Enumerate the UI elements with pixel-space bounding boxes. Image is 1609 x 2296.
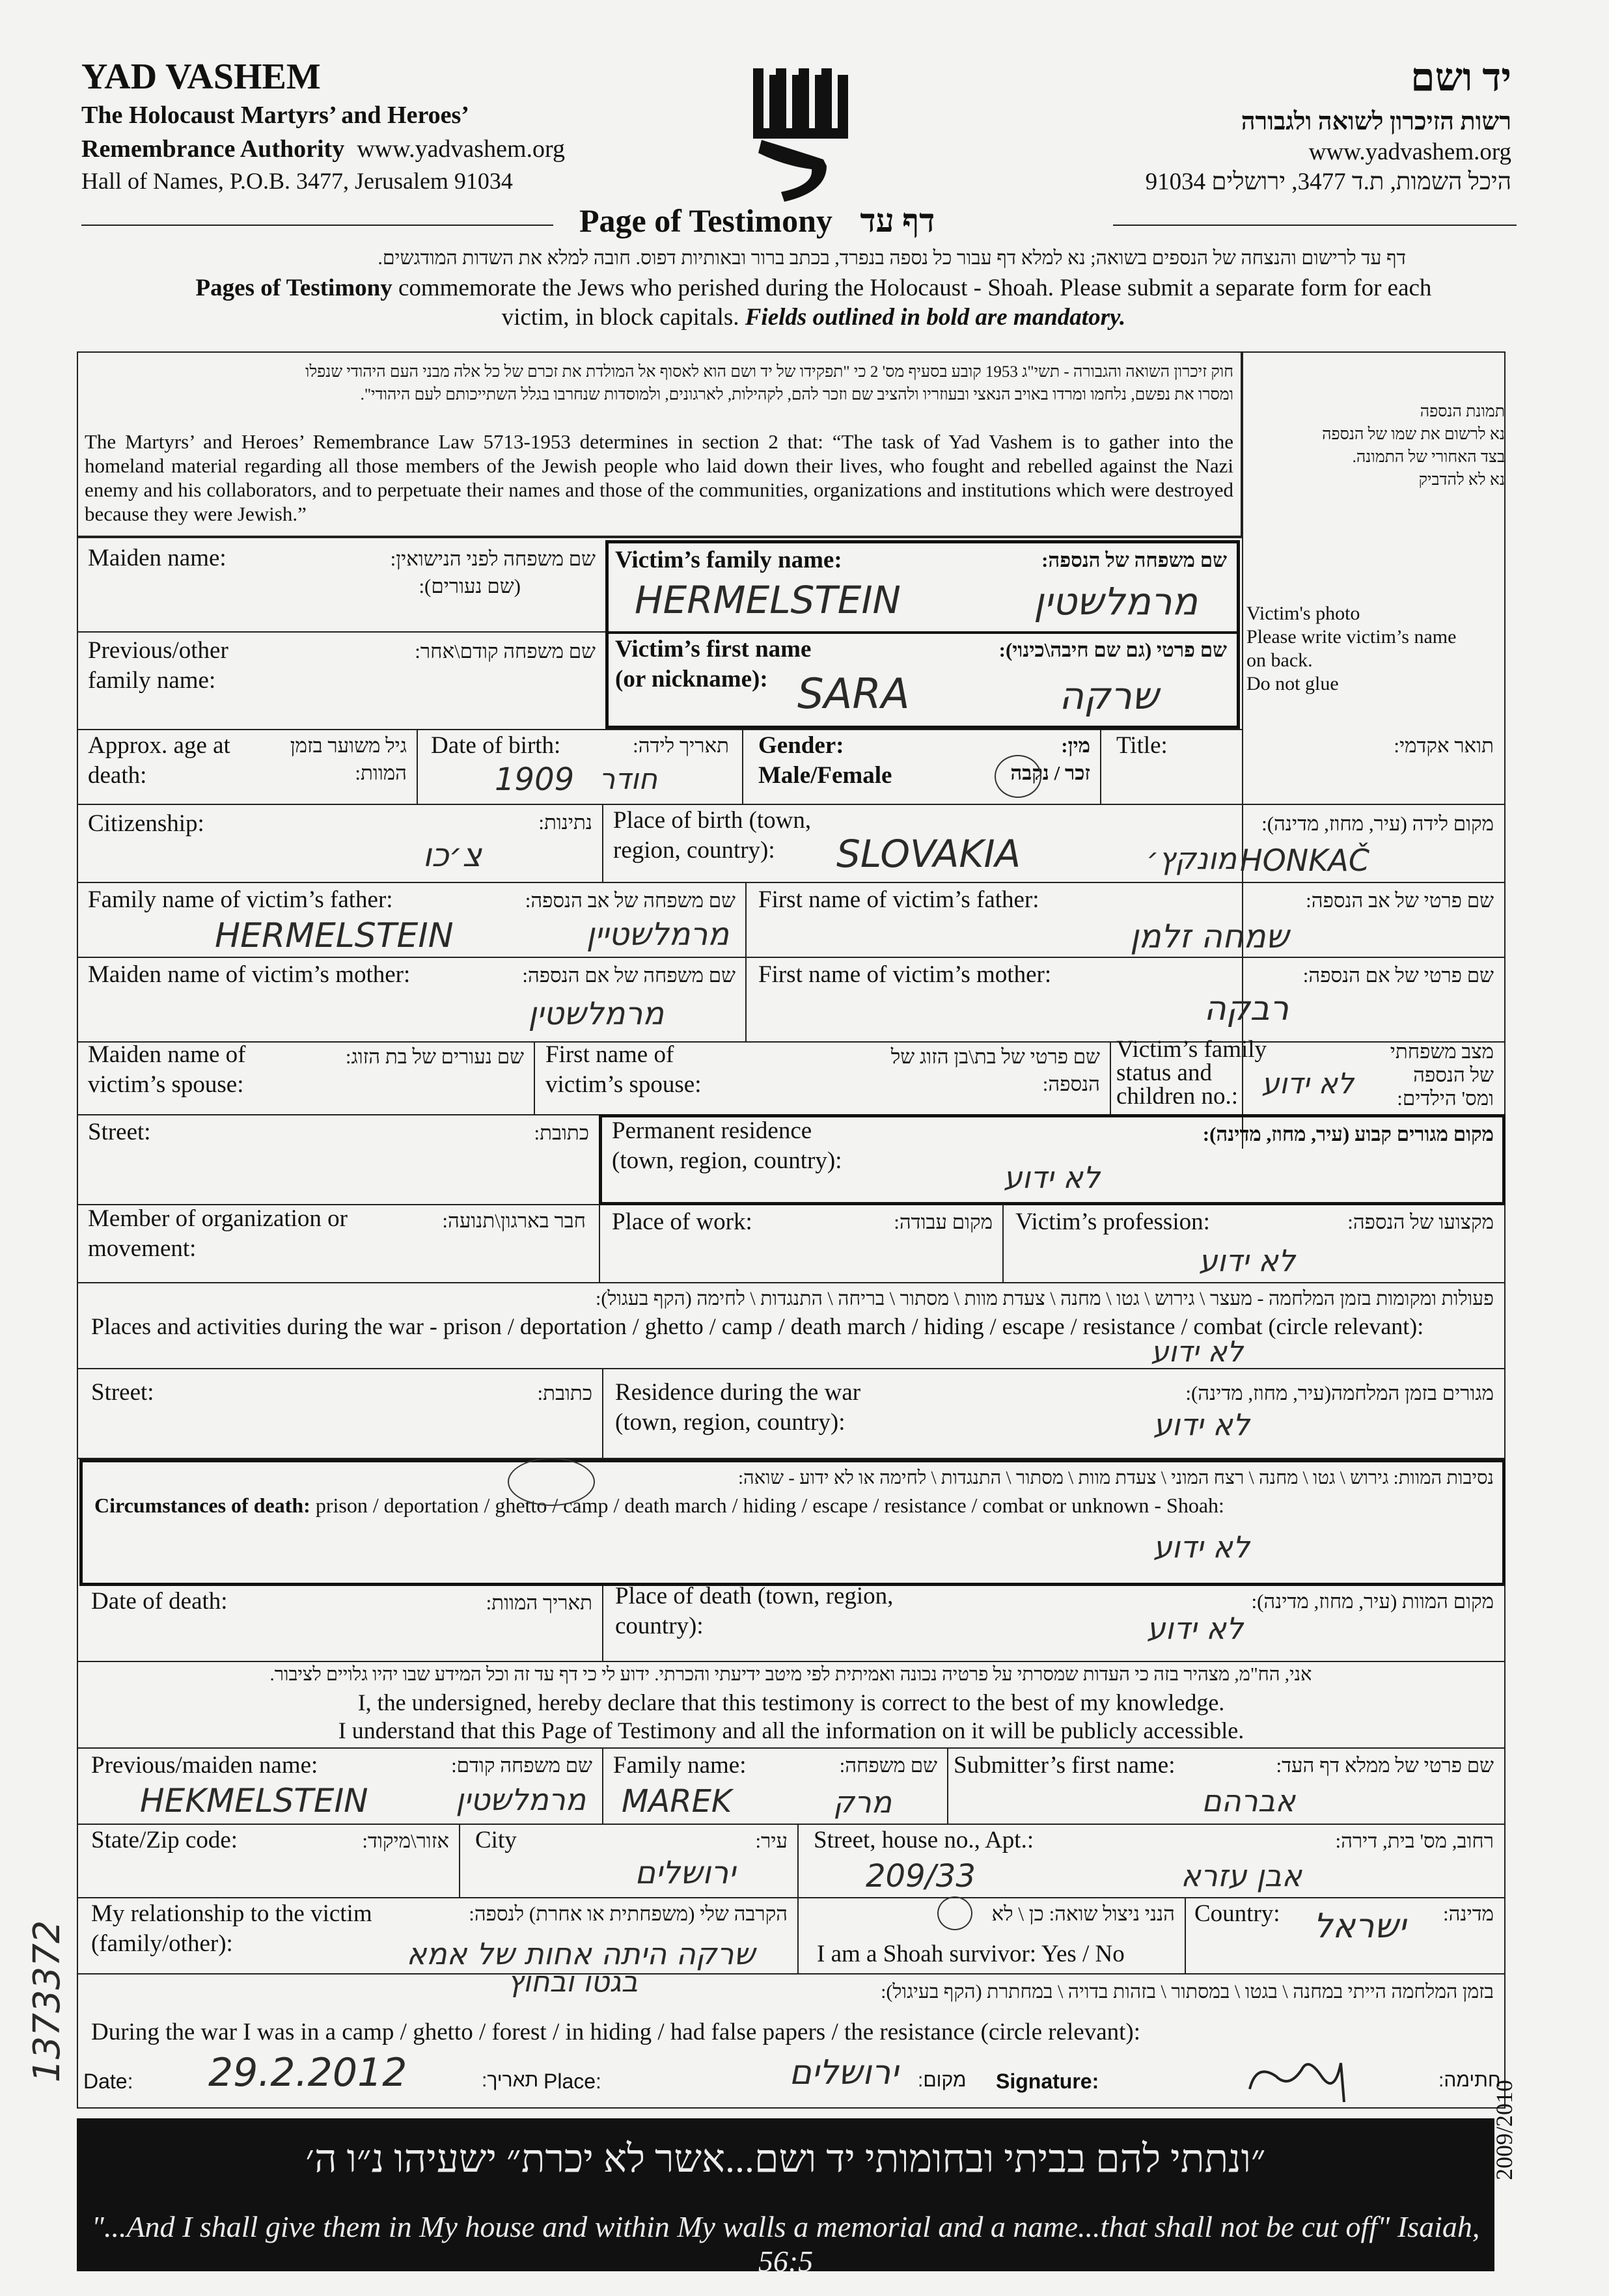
zip-label-he: אזור\מיקוד:	[362, 1829, 449, 1852]
col-line	[745, 882, 747, 1041]
row-line	[77, 1661, 1506, 1662]
street-address-number[interactable]: 209/33	[866, 1858, 976, 1894]
page-title-he: דף עד	[860, 202, 935, 239]
place-value[interactable]: ירושלים	[789, 2053, 898, 2092]
work-label-he: מקום עבודה:	[894, 1210, 993, 1233]
row-line	[77, 1824, 1506, 1825]
website-he: www.yadvashem.org	[1308, 139, 1511, 165]
spouse-maiden-label	[88, 1040, 245, 1100]
submitter-family-name-label: Family name:	[613, 1752, 747, 1779]
photo-placeholder[interactable]	[1246, 602, 1500, 696]
col-line	[602, 1368, 603, 1458]
relationship-label-2: (family/other):	[91, 1930, 233, 1957]
instructions-en-1: commemorate the Jews who perished during the Holocaust - Shoah. Please submit a separate form for each	[392, 275, 1432, 301]
instructions-en-bold-italic: Fields outlined in bold are mandatory.	[745, 304, 1126, 331]
pob-label-1: Place of birth (town,	[613, 807, 812, 834]
org-sub-2	[81, 135, 565, 163]
row-line	[607, 631, 1238, 634]
date-label: Date:	[83, 2070, 133, 2093]
father-family-name-label-he: שם משפחה של אב הנספה:	[525, 889, 736, 912]
gender-label-he-1: מין:	[1061, 734, 1090, 757]
victim-first-name-label-he: שם פרטי (גם שם חיבה\כינוי):	[998, 638, 1227, 661]
date-label-he: תאריך:	[482, 2070, 539, 2091]
col-line	[947, 1747, 948, 1824]
col-line	[1100, 729, 1101, 804]
address-he: היכל השמות, ת.ד 3477, ירושלים 91034	[1145, 169, 1511, 195]
country-label-he: מדינה:	[1443, 1902, 1494, 1925]
age-label-he-1: גיל משוער בזמן	[290, 734, 407, 757]
declaration-en-1: I, the undersigned, hereby declare that this testimony is correct to the best of my knowledge.	[357, 1689, 1225, 1715]
victim-first-name-value[interactable]: SARA	[797, 670, 910, 718]
maiden-name-label-he: שם משפחה לפני הנישואין:	[390, 547, 596, 570]
org-sub-he: רשות הזיכרון לשואה ולגבורה	[1241, 108, 1511, 135]
instructions-he: דף עד לרישום והנצחה של הנספים בשואה; נא למלא דף עבור כל נספה בנפרד, בכתב ברור ובאותיות דפוס. חובה למלא את השדות המודגשים.	[378, 247, 1406, 269]
col-line	[602, 1586, 603, 1661]
street-address-label: Street, house no., Apt.:	[814, 1827, 1034, 1853]
date-value[interactable]: 29.2.2012	[208, 2050, 407, 2096]
country-label: Country:	[1194, 1900, 1280, 1927]
submitter-family-name-label-he: שם משפחה:	[839, 1754, 937, 1777]
city-label-he: עיר:	[755, 1829, 788, 1852]
war-street-label-he: כתובת:	[537, 1382, 592, 1404]
places-label-he: פעולות ומקומות בזמן המלחמה - מעצר \ גירוש \ גטו \ מחנה \ צעדת מוות \ מסתור \ בריחה \ התנגדות \ לחימה (הקף בעגול):	[596, 1288, 1494, 1309]
col-line	[534, 1041, 535, 1114]
victim-first-name-label	[615, 635, 811, 694]
victim-family-name-label: Victim’s family name:	[615, 547, 842, 573]
circumstances-label-text: prison / deportation / ghetto / camp / death march / hiding / escape / resistance / combat or unknown - Shoah:	[310, 1494, 1224, 1517]
victim-family-name-value-he[interactable]: מרמלשטין	[1034, 579, 1198, 623]
row-line	[77, 1897, 1506, 1898]
col-line	[602, 804, 603, 882]
father-family-name-value[interactable]: HERMELSTEIN	[215, 916, 454, 955]
row-line	[77, 1282, 1506, 1283]
maiden-name-label: Maiden name:	[88, 545, 227, 571]
family-status-label-2: status and	[1116, 1059, 1212, 1086]
zip-label: State/Zip code:	[91, 1827, 238, 1853]
citizenship-label-he: נתינות:	[538, 811, 592, 834]
date-of-death-label: Date of death:	[91, 1588, 228, 1615]
photo-note-he-2: נא לרשום את שמו של הנספה	[1322, 426, 1505, 443]
col-line	[459, 1824, 460, 1897]
pob-label-2: region, country):	[613, 837, 775, 864]
submitter-prev-name-label: Previous/maiden name:	[91, 1752, 318, 1779]
place-label-he: מקום:	[918, 2070, 967, 2091]
org-name: YAD VASHEM	[81, 57, 321, 97]
place-of-death-value[interactable]: לא ידוע	[1146, 1611, 1243, 1646]
place-of-death-label	[615, 1581, 893, 1641]
place-label: Place:	[543, 2070, 601, 2093]
photo-note-he-4: נא לא להדביק	[1418, 471, 1505, 489]
place-of-death-label-2: country):	[615, 1613, 704, 1639]
org-name-he: יד ושם	[1410, 56, 1511, 99]
row-line	[77, 957, 1506, 958]
survivor-label-he: הנני ניצול שואה: כן \ לא	[991, 1902, 1175, 1925]
relationship-label-he: הקרבה שלי (משפחתית או אחרת) לנספה:	[469, 1902, 788, 1925]
page-title	[579, 202, 935, 239]
during-war-label-he: בזמן המלחמה הייתי במחנה \ בגטו \ במסתור \ בזהות בדויה \ במחתרת (הקף בעיגול):	[881, 1981, 1494, 2002]
permanent-residence-label-2: (town, region, country):	[612, 1147, 842, 1174]
gender-circle-mark	[995, 755, 1041, 798]
instructions-en-2: victim, in block capitals.	[501, 304, 745, 331]
war-residence-label-1: Residence during the war	[615, 1379, 861, 1406]
war-residence-label	[615, 1378, 860, 1438]
war-residence-value[interactable]: לא ידוע	[1153, 1407, 1250, 1442]
age-label-1: Approx. age at	[88, 732, 230, 759]
row-line	[77, 1973, 1506, 1975]
footer-banner	[77, 2118, 1494, 2278]
declaration-he: אני, הח"מ, מצהיר בזה כי העדות שמסרתי על פרטיה נכונה ואמיתית לפי מיטב ידיעתי והכרתי. ידוע לי כי דף עד זה וכל המידע שבו יהיו גלויים לציבור.	[269, 1664, 1312, 1685]
shoah-circle-mark	[508, 1458, 595, 1506]
age-label-2: death:	[88, 762, 147, 789]
street-label: Street:	[88, 1119, 151, 1145]
form-year: 2009/2010	[1491, 2079, 1517, 2180]
victim-first-name-label-2: (or nickname):	[615, 666, 768, 692]
pob-value-he[interactable]: מונקץ׳	[1146, 841, 1237, 876]
family-status-label-he-3: ומס' הילדים:	[1397, 1087, 1494, 1110]
photo-note-3: on back.	[1246, 649, 1313, 671]
submitter-first-name-value[interactable]: אברהם	[1202, 1783, 1295, 1818]
submitter-first-name-label: Submitter’s first name:	[954, 1752, 1176, 1779]
title-label: Title:	[1116, 732, 1168, 759]
war-street-label: Street:	[91, 1379, 154, 1406]
col-line	[417, 729, 418, 804]
photo-note-he-1: תמונת הנספה	[1420, 403, 1505, 420]
col-line	[797, 1824, 799, 1973]
during-war-value[interactable]: בגטו ובחוץ	[508, 1965, 638, 1999]
father-family-name-value-he[interactable]: מרמלשטיין	[586, 916, 729, 953]
law-text-en: The Martyrs’ and Heroes’ Remembrance Law 5713-1953 determines in section 2 that: “The task of Yad Vashem is to gather into the homeland material regarding all those members of the Jewish people who laid down their lives, who fought and rebelled against the Nazi enemy and his collaborators, and to perpetuate their names and those of the communities, organizations and institutions which were destroyed because they were Jewish.”	[85, 430, 1233, 525]
date-of-death-label-he: תאריך המוות:	[486, 1591, 592, 1614]
row-line	[77, 1041, 1506, 1043]
row-line	[77, 804, 1506, 805]
submitter-family-name-value[interactable]: MAREK	[622, 1783, 732, 1820]
row-line	[77, 882, 1506, 883]
mother-maiden-name-value[interactable]: מרמלשטין	[528, 996, 664, 1032]
maiden-name-label-he2: (שם נעורים):	[419, 575, 521, 597]
org-sub-2-text: Remembrance Authority	[81, 135, 345, 163]
war-residence-label-he: מגורים בזמן המלחמה(עיר, מחוז, מדינה):	[1185, 1382, 1494, 1404]
dob-label: Date of birth:	[431, 732, 561, 759]
gender-label-1: Gender:	[758, 732, 844, 759]
profession-value[interactable]: לא ידוע	[1198, 1243, 1295, 1278]
relationship-label-1: My relationship to the victim	[91, 1900, 372, 1927]
col-line	[599, 1204, 600, 1282]
signature-label: Signature:	[996, 2070, 1099, 2093]
spouse-first-label-he-1: שם פרטי של בת\בן הזוג של	[890, 1045, 1100, 1068]
age-label	[88, 731, 230, 791]
instructions-en-bold: Pages of Testimony	[195, 275, 392, 301]
age-label-he-2: המוות:	[355, 761, 407, 784]
footer-verse-he: ״ונתתי להם בביתי ובחומותי יד ושם...אשר לא יכרת״ ישעיהו נ״ו ה׳	[305, 2137, 1266, 2180]
member-label-2: movement:	[88, 1235, 197, 1262]
yad-vashem-logo-icon	[745, 62, 859, 208]
col-line	[742, 729, 743, 804]
victim-family-name-value[interactable]: HERMELSTEIN	[635, 578, 901, 622]
family-status-label-3: children no.:	[1116, 1083, 1239, 1110]
pob-value[interactable]: SLOVAKIA	[836, 832, 1021, 876]
footer-verse-en: "...And I shall give them in My house and within My walls a memorial and a name...that shall not be cut off" Isaiah, 56:5	[91, 2210, 1480, 2278]
circumstances-label	[94, 1490, 1224, 1520]
family-status-label-he-1: מצב משפחתי	[1390, 1040, 1494, 1063]
row-line	[77, 537, 1242, 538]
profession-label: Victim’s profession:	[1015, 1209, 1210, 1235]
mother-maiden-name-label: Maiden name of victim’s mother:	[88, 961, 411, 988]
survivor-label: I am a Shoah survivor: Yes / No	[817, 1941, 1125, 1967]
margin-stamp-number: 1373372	[26, 1920, 68, 2083]
website: www.yadvashem.org	[357, 135, 565, 163]
street-address-label-he: רחוב, מס' בית, דירה:	[1335, 1829, 1494, 1852]
row-line	[77, 1368, 1506, 1369]
col-line	[602, 1747, 603, 1824]
circumstances-label-he: נסיבות המוות: גירוש \ גטו \ מחנה \ רצח המוני \ צעדת מוות \ מסתור \ התנגדות \ לחימה או לא ידוע - שואה:	[737, 1468, 1494, 1488]
row-line	[77, 1747, 1506, 1749]
places-value[interactable]: לא ידוע	[1151, 1335, 1243, 1369]
dob-value[interactable]: 1909	[495, 761, 575, 798]
father-family-name-label: Family name of victim’s father:	[88, 886, 393, 913]
dob-label-he: תאריך לידה:	[633, 734, 729, 757]
submitter-prev-name-value-he[interactable]: מרמלשטין	[456, 1782, 586, 1817]
header-rule-left	[81, 225, 553, 226]
org-sub-1: The Holocaust Martyrs’ and Heroes’	[81, 102, 469, 129]
relationship-value[interactable]: שרקה היתה אחות של אמא	[406, 1936, 755, 1971]
page-title-en: Page of Testimony	[579, 202, 832, 239]
photo-note-2: Please write victim’s name	[1246, 626, 1457, 648]
spouse-maiden-label-he: שם נעורים של בת הזוג:	[345, 1045, 524, 1068]
mother-maiden-name-label-he: שם משפחה של אם הנספה:	[522, 964, 736, 987]
family-status-label-he-2: של הנספה	[1413, 1063, 1494, 1086]
survivor-no-circle-mark	[937, 1896, 972, 1930]
submitter-prev-name-label-he: שם משפחה קודם:	[451, 1754, 592, 1777]
mother-first-name-label: First name of victim’s mother:	[758, 961, 1052, 988]
father-first-name-value[interactable]: שמחה זלמן	[1130, 918, 1289, 955]
law-text-he-1: חוק זיכרון השואה והגבורה - תשי"ג 1953 קובע בסעיף מס' 2 כי "תפקידו של יד ושם הוא לאסוף אל המולדת את זכרם של כל אלה מבני העם היהודי שנפלו	[305, 363, 1233, 381]
war-residence-label-2: (town, region, country):	[615, 1409, 846, 1436]
father-first-name-label-he: שם פרטי של אב הנספה:	[1306, 889, 1494, 912]
age-label-he	[257, 732, 407, 787]
signature-label-he: חתימה:	[1438, 2070, 1501, 2091]
spouse-maiden-label-2: victim’s spouse:	[88, 1071, 244, 1098]
citizenship-label: Citizenship:	[88, 810, 204, 837]
submitter-first-name-label-he: שם פרטי של ממלא דף העד:	[1276, 1754, 1494, 1777]
signature-mark[interactable]	[1237, 2050, 1367, 2109]
pob-label	[613, 806, 811, 866]
law-text-he-2: ומסרו את נפשם, נלחמו ומרדו באויב הנאצי ובעוזריו ולהציב שם וזכר להם, לקהילות, לארגונים, ולמוסדות שנחרבו בגלל השתייכותם לעם היהודי".	[360, 386, 1233, 403]
instructions-en	[52, 273, 1575, 332]
mother-first-name-label-he: שם פרטי של אם הנספה:	[1302, 964, 1494, 987]
permanent-residence-label-1: Permanent residence	[612, 1117, 812, 1144]
street-address-value[interactable]: אבן עזרא	[1181, 1858, 1302, 1893]
place-of-death-label-1: Place of death (town, region,	[615, 1583, 894, 1609]
spouse-maiden-label-1: Maiden name of	[88, 1041, 246, 1068]
work-label: Place of work:	[612, 1209, 752, 1235]
street-label-he: כתובת:	[534, 1121, 589, 1144]
photo-note-he	[1322, 400, 1505, 491]
country-value[interactable]: ישראל	[1313, 1907, 1406, 1946]
col-line	[1002, 1204, 1004, 1282]
row-line	[77, 729, 1242, 730]
permanent-residence-label-he: מקום מגורים קבוע (עיר, מחוז, מדינה):	[1202, 1123, 1494, 1145]
circumstances-value[interactable]: לא ידוע	[1153, 1529, 1250, 1565]
previous-name-label-2: family name:	[88, 667, 216, 694]
col-line	[1242, 351, 1243, 1149]
citizenship-value[interactable]: צ׳כו	[422, 836, 482, 874]
spouse-first-label	[545, 1040, 701, 1100]
previous-name-label-he: שם משפחה קודם\אחר:	[415, 640, 596, 663]
submitter-prev-name-value[interactable]: HEKMELSTEIN	[140, 1782, 368, 1820]
city-value[interactable]: ירושלים	[635, 1855, 736, 1891]
permanent-residence-value[interactable]: לא ידוע	[1003, 1160, 1100, 1195]
victim-family-name-label-he: שם משפחה של הנספה:	[1041, 549, 1227, 571]
profession-label-he: מקצועו של הנספה:	[1347, 1210, 1494, 1233]
pob-label-he: מקום לידה (עיר, מחוז, מדינה):	[1261, 812, 1494, 835]
photo-note-1: Victim's photo	[1246, 603, 1360, 624]
member-label	[88, 1204, 348, 1264]
title-label-he: תואר אקדמי:	[1394, 734, 1494, 757]
row-line	[77, 631, 607, 633]
permanent-residence-label	[612, 1116, 842, 1176]
during-war-label: During the war I was in a camp / ghetto / forest / in hiding / had false papers / the resistance (circle relevant):	[91, 2019, 1141, 2045]
submitter-family-name-value-he[interactable]: מרק	[833, 1784, 892, 1820]
father-first-name-label: First name of victim’s father:	[758, 886, 1039, 913]
gender-label-he-2: זכר / נקבה	[1010, 761, 1090, 784]
col-line	[1185, 1897, 1186, 1973]
place-of-death-label-he: מקום המוות (עיר, מחוז, מדינה):	[1251, 1590, 1494, 1613]
family-status-label-he	[1354, 1040, 1494, 1110]
family-status-label-1: Victim’s family	[1116, 1036, 1267, 1063]
circumstances-label-bold: Circumstances of death:	[94, 1494, 310, 1517]
declaration-en-2: I understand that this Page of Testimony and all the information on it will be publicly accessible.	[338, 1717, 1245, 1743]
spouse-first-label-he-2: הנספה:	[1042, 1073, 1100, 1095]
col-line	[1110, 1041, 1111, 1114]
member-label-1: Member of organization or	[88, 1205, 348, 1232]
victim-first-name-value-he[interactable]: שרקה	[1059, 674, 1159, 718]
places-label: Places and activities during the war - prison / deportation / ghetto / camp / death march / hiding / escape / resistance / combat (circle relevant):	[91, 1313, 1424, 1339]
address: Hall of Names, P.O.B. 3477, Jerusalem 91034	[81, 168, 513, 194]
gender-label	[758, 731, 892, 791]
gender-label-2: Male/Female	[758, 762, 892, 789]
mother-first-name-value[interactable]: רבקה	[1203, 989, 1289, 1028]
photo-note-4: Do not glue	[1246, 673, 1339, 694]
victim-first-name-label-1: Victim’s first name	[615, 636, 812, 663]
spouse-first-label-he	[827, 1043, 1100, 1098]
spouse-first-label-2: victim’s spouse:	[545, 1071, 702, 1098]
city-label: City	[475, 1827, 517, 1853]
photo-note-he-3: בצד האחורי של התמונה.	[1352, 448, 1505, 466]
spouse-first-label-1: First name of	[545, 1041, 674, 1068]
header-rule-right	[1113, 225, 1517, 226]
family-status-value[interactable]: לא ידוע	[1261, 1067, 1354, 1100]
previous-name-label	[88, 636, 228, 696]
previous-name-label-1: Previous/other	[88, 637, 228, 664]
member-label-he: חבר בארגון\תנועה:	[442, 1209, 586, 1232]
dob-value-he[interactable]: חודר	[599, 763, 657, 796]
pob-value-town[interactable]: HONKAČ	[1240, 843, 1369, 878]
